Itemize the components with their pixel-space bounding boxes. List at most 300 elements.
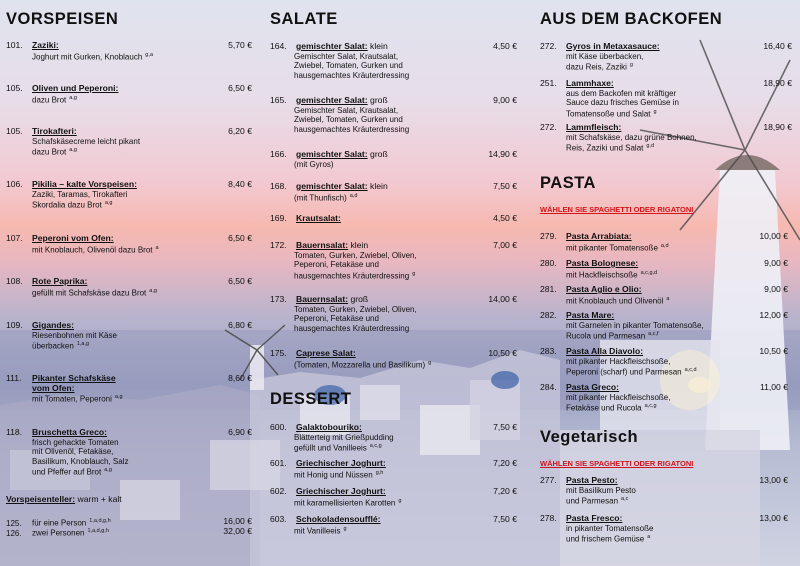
menu-item-description: Gemischter Salat, Krautsalat,: [294, 51, 399, 61]
menu-item: [6, 374, 252, 404]
teller-row-desc: für eine Person: [32, 518, 87, 528]
menu-item-description: Reis, Zaziki und Salat $^{g,d}$: [566, 143, 655, 153]
menu-item-number: 105.: [6, 126, 23, 136]
menu-item-description: gefüllt und Vanilleeis $^{a,c,g}$: [294, 443, 382, 453]
menu-item-header: [270, 42, 517, 52]
menu-item: [6, 234, 252, 255]
menu-item-number: 165.: [270, 95, 287, 105]
menu-item-name: Griechischer Joghurt:: [296, 486, 386, 496]
menu-item-title: [540, 259, 638, 269]
menu-item-description: mit pikanter Hackfleischsoße,: [566, 356, 671, 366]
menu-item: [270, 96, 517, 134]
menu-item-name: Pasta Greco:: [566, 382, 620, 392]
menu-item: [270, 515, 517, 536]
menu-item-number: 603.: [270, 514, 287, 524]
menu-item-title: [270, 423, 362, 433]
allergen-codes: a,d: [349, 192, 358, 199]
teller-row-price: 16,00 €: [223, 516, 252, 526]
menu-item-description: mit pikanter Hackfleischsoße,: [566, 392, 671, 402]
menu-item-title: [540, 383, 619, 393]
menu-item-name: gemischter Salat:: [296, 149, 368, 159]
menu-item-description: Zwiebel, Tomaten, Gurken und: [294, 61, 403, 70]
menu-item-description: mit Honig und Nüssen $^{g,h}$: [294, 469, 384, 480]
menu-item-header: [540, 79, 792, 89]
menu-item-header: [270, 96, 517, 106]
allergen-codes: g: [428, 359, 432, 366]
menu-item-title: [540, 232, 632, 242]
menu-item-title: [6, 277, 87, 287]
menu-item-header: [6, 127, 252, 137]
menu-item: [6, 127, 252, 157]
teller-row-inner: [6, 527, 252, 538]
menu-item-header: [270, 349, 517, 359]
menu-item-number: 281.: [540, 284, 557, 294]
menu-item-description: Schafskäsecreme leicht pikant: [32, 136, 141, 146]
menu-item-price: 10,00 €: [759, 231, 788, 241]
menu-item-size: klein: [367, 41, 388, 51]
menu-item-description: Tomaten, Gurken, Zwiebel, Oliven,: [294, 250, 417, 260]
menu-item-description: aus dem Backofen mit kräftiger: [566, 88, 677, 98]
allergen-codes: a: [647, 534, 651, 540]
menu-item-price: 4,50 €: [493, 41, 517, 51]
menu-item-name: Pasta Bolognese:: [566, 258, 639, 268]
menu-item-header: [6, 234, 252, 244]
menu-item: [6, 428, 252, 477]
menu-item-title: [6, 321, 74, 331]
vegetarisch-note: WÄHLEN SIE SPAGHETTI ODER RIGATONI: [540, 459, 694, 468]
menu-item-description: Blätterteig mit Grießpudding: [294, 432, 394, 442]
menu-item-description: Basilikum, Knoblauch, Salz: [32, 456, 129, 466]
menu-item-name: Pasta Mare:: [566, 310, 615, 320]
menu-item-description: und Parmesan $^{a,c}$: [566, 496, 629, 506]
menu-item-price: 10,50 €: [488, 348, 517, 358]
menu-item-price: 8,60 €: [228, 373, 252, 383]
menu-item-name: Gigandes:: [32, 320, 75, 330]
menu-item-number: 272.: [540, 41, 557, 51]
menu-item-name: Pasta Alla Diavolo:: [566, 346, 644, 356]
menu-item-header: [270, 214, 517, 224]
menu-item-header: [270, 295, 517, 305]
menu-item-number: 282.: [540, 310, 557, 320]
menu-item-name-line2: [6, 384, 252, 394]
menu-item-header: [270, 515, 517, 525]
menu-item-description: hausgemachtes Kräuterdressing: [294, 70, 410, 80]
menu-item-description: mit Schafskäse, dazu grüne Bohnen,: [566, 132, 697, 142]
menu-item-name: gemischter Salat:: [296, 181, 368, 191]
menu-item: [540, 311, 788, 341]
menu-item-description: Gemischter Salat, Krautsalat,: [294, 105, 399, 115]
menu-item-description: (Tomaten, Mozzarella und Basilikum) $^g$: [294, 359, 432, 370]
menu-item-header: [540, 42, 792, 52]
allergen-codes: g: [343, 525, 347, 532]
column-backofen-pasta: [535, 0, 798, 566]
menu-item-number: 277.: [540, 475, 557, 485]
allergen-codes: g: [398, 497, 402, 504]
section-title-dessert: DESSERT: [270, 390, 352, 408]
allergen-codes: a,g: [104, 467, 112, 473]
menu-item-price: 7,50 €: [493, 514, 517, 524]
menu-item-title: [270, 459, 386, 469]
allergen-codes: a: [155, 244, 159, 251]
menu-item-header: [540, 347, 788, 357]
menu-item: [270, 459, 517, 480]
menu-item-description: Skordalia dazu Brot $^{a,g}$: [32, 200, 113, 210]
section-title-backofen: AUS DEM BACKOFEN: [540, 10, 723, 28]
menu-item-title: [540, 285, 642, 295]
allergen-codes: a,g: [69, 147, 77, 153]
menu-item-name: Oliven und Peperoni:: [32, 83, 119, 93]
menu-item-header: [540, 383, 788, 393]
menu-item: [6, 41, 252, 62]
vorspeisenteller-suffix: warm + kalt: [75, 494, 122, 504]
menu-item-header: [6, 277, 252, 287]
menu-item-number: 166.: [270, 149, 287, 159]
menu-item: [540, 79, 792, 119]
menu-item-price: 18,90 €: [763, 122, 792, 132]
menu-item-number: 105.: [6, 83, 23, 93]
allergen-codes: a,g: [104, 200, 113, 206]
menu-item-number: 109.: [6, 320, 23, 330]
menu-item-description: hausgemachtes Kräuterdressing: [294, 124, 410, 134]
allergen-codes: g,a: [145, 51, 153, 58]
menu-item-header: [540, 514, 788, 524]
menu-item-description: mit Knoblauch, Olivenöl dazu Brot $^a$: [32, 244, 159, 255]
menu-item-price: 6,50 €: [228, 276, 252, 286]
menu-item-description: hausgemachtes Kräuterdressing $^g$: [294, 270, 416, 281]
menu-item-name: Krautsalat:: [296, 213, 341, 223]
menu-item-title: [6, 428, 107, 438]
allergen-codes: a,c,g,d: [640, 269, 658, 276]
menu-item-description: dazu Reis, Zaziki $^g$: [566, 62, 633, 72]
menu-item-size: groß: [348, 294, 369, 304]
allergen-codes: 1,a,d,g,h: [89, 518, 111, 524]
section-title-vorspeisen: VORSPEISEN: [6, 10, 119, 28]
menu-item-description: mit Knoblauch und Olivenöl $^a$: [566, 295, 670, 306]
menu-item: [540, 285, 788, 306]
menu-item-name: Pasta Fresco:: [566, 513, 623, 523]
menu-item-price: 13,00 €: [759, 513, 788, 523]
menu-item-name: Griechischer Joghurt:: [296, 458, 386, 468]
menu-item-description: mit Tomaten, Peperoni $^{a,g}$: [32, 394, 123, 404]
menu-item-description: mit karamellisierten Karotten $^g$: [294, 497, 402, 508]
menu-item-header: [270, 241, 517, 251]
menu-item-header: [540, 476, 788, 486]
teller-row-label: [6, 527, 109, 538]
menu-item-size: groß: [367, 95, 388, 105]
menu-item-size: klein: [367, 181, 388, 191]
menu-item-description: Tomatensoße und Salat $^g$: [566, 108, 657, 119]
menu-item-number: 168.: [270, 181, 287, 191]
menu-item-description: und Pfeffer auf Brot $^{a,g}$: [32, 467, 112, 477]
section-title-salate: SALATE: [270, 10, 338, 28]
menu-item: [6, 321, 252, 351]
menu-item-number: 272.: [540, 122, 557, 132]
menu-item-title: [6, 127, 77, 137]
menu-item-number: 173.: [270, 294, 287, 304]
menu-item-price: 18,90 €: [763, 78, 792, 88]
menu-item: [270, 487, 517, 508]
allergen-codes: a,g: [114, 394, 123, 400]
menu-item-description: mit Käse überbacken,: [566, 51, 644, 61]
menu-item: [540, 476, 788, 506]
menu-item-description: Riesenbohnen mit Käse: [32, 330, 117, 340]
menu-item-name: Pasta Arrabiata:: [566, 231, 632, 241]
allergen-codes: g,h: [375, 469, 384, 476]
allergen-codes: g: [629, 62, 633, 68]
teller-row-desc: zwei Personen: [32, 528, 85, 538]
menu-item-name: gemischter Salat:: [296, 41, 368, 51]
menu-item-number: 118.: [6, 427, 23, 437]
menu-item: [540, 123, 792, 153]
menu-item-description: mit pikanter Tomatensoße $^{a,d}$: [566, 242, 669, 253]
menu-item-description: Fetakäse und Rucola $^{a,c,g}$: [566, 403, 657, 413]
menu-item-price: 16,40 €: [763, 41, 792, 51]
menu-item-price: 7,50 €: [493, 181, 517, 191]
menu-item-price: 7,20 €: [493, 458, 517, 468]
menu-item-number: 107.: [6, 233, 23, 243]
menu-item-number: 101.: [6, 40, 23, 50]
menu-item-description: Sauce dazu frisches Gemüse in: [566, 98, 679, 107]
teller-row: [6, 527, 252, 538]
menu-item-price: 8,40 €: [228, 179, 252, 189]
column-salate-dessert: [268, 0, 523, 566]
menu-item-name: Tirokafteri:: [32, 126, 77, 136]
menu-item-header: [270, 459, 517, 469]
menu-item-title: [270, 182, 388, 192]
menu-item-title: [540, 514, 622, 524]
menu-item: [270, 423, 517, 453]
menu-item-description: mit Hackfleischsoße $^{a,c,g,d}$: [566, 269, 658, 280]
menu-item-header: [540, 232, 788, 242]
menu-item-size: groß: [367, 149, 388, 159]
menu-item-number: 106.: [6, 179, 23, 189]
menu-item-description: (mit Thunfisch) $^{a,d}$: [294, 192, 358, 203]
teller-row-number: 126.: [6, 528, 22, 538]
menu-item-price: 6,80 €: [228, 320, 252, 330]
menu-item-number: 602.: [270, 486, 287, 496]
menu-item: [6, 277, 252, 298]
menu-item-number: 280.: [540, 258, 557, 268]
menu-item-name: Peperoni vom Ofen:: [32, 233, 114, 243]
menu-item-title: [540, 123, 621, 133]
section-title-vegetarisch: Vegetarisch: [540, 428, 639, 446]
allergen-codes: g,d: [646, 143, 655, 149]
menu-item-description: Rucola und Parmesan $^{a,c,f}$: [566, 331, 659, 341]
menu-item-title: [270, 150, 388, 160]
menu-item: [270, 42, 517, 80]
menu-item-number: 279.: [540, 231, 557, 241]
menu-item-name: Zaziki:: [32, 40, 59, 50]
menu-item-description: und frischem Gemüse $^a$: [566, 534, 651, 544]
menu-item-price: 14,00 €: [488, 294, 517, 304]
menu-item-description: mit Olivenöl, Fetakäse,: [32, 447, 114, 456]
menu-item-number: 175.: [270, 348, 287, 358]
menu-item-description: überbacken $^{1,a,g}$: [32, 341, 90, 351]
menu-item-price: 6,90 €: [228, 427, 252, 437]
menu-item-number: 278.: [540, 513, 557, 523]
menu-item-number: 251.: [540, 78, 557, 88]
menu-item-description: hausgemachtes Kräuterdressing: [294, 323, 410, 333]
menu-item-description: mit Vanilleeis $^g$: [294, 525, 347, 536]
menu-item: [540, 514, 788, 544]
menu-item-price: 6,20 €: [228, 126, 252, 136]
menu-item-title: [270, 295, 368, 305]
menu-item: [270, 214, 517, 224]
menu-item-price: 12,00 €: [759, 310, 788, 320]
menu-item: [540, 232, 788, 253]
menu-item-description: frisch gehackte Tomaten: [32, 437, 119, 447]
menu-item-description: Tomaten, Gurken, Zwiebel, Oliven,: [294, 304, 417, 314]
menu-item-number: 111.: [6, 373, 22, 383]
menu-item: [6, 84, 252, 105]
menu-item-description: gefüllt mit Schafskäse dazu Brot $^{a,g}$: [32, 287, 157, 298]
menu-item-price: 10,50 €: [759, 346, 788, 356]
menu-item-header: [270, 487, 517, 497]
menu-item-header: [540, 311, 788, 321]
menu-item-price: 9,00 €: [764, 284, 788, 294]
menu-item-number: 169.: [270, 213, 287, 223]
menu-item: [6, 180, 252, 210]
allergen-codes: a,c: [621, 496, 629, 502]
menu-item-price: 7,20 €: [493, 486, 517, 496]
menu-item-title: [6, 41, 59, 51]
menu-item-name: Bauernsalat:: [296, 294, 349, 304]
menu-item-header: [6, 321, 252, 331]
menu-item-name: Pikanter Schafskäse: [32, 373, 116, 383]
menu-item-description: dazu Brot $^{a,g}$: [32, 94, 77, 105]
pasta-note: WÄHLEN SIE SPAGHETTI ODER RIGATONI: [540, 205, 694, 214]
menu-item: [540, 383, 788, 413]
menu-item-description: Zaziki, Taramas, Tirokafteri: [32, 189, 128, 199]
menu-item-name: Pikilia – kalte Vorspeisen:: [32, 179, 137, 189]
menu-item-header: [6, 428, 252, 438]
menu-item-description: Peperoni (scharf) und Parmesan $^{a,c,d}$: [566, 367, 697, 377]
menu-item: [540, 347, 788, 377]
menu-item: [270, 182, 517, 203]
section-title-pasta: PASTA: [540, 174, 596, 192]
menu-item-name: Lammhaxe:: [566, 78, 614, 88]
menu-item: [270, 150, 517, 169]
menu-item-header: [540, 259, 788, 269]
menu-item-title: [270, 241, 368, 251]
allergen-codes: a,c,f: [648, 331, 659, 337]
menu-item-title: [270, 96, 388, 106]
allergen-codes: a,g: [149, 287, 157, 294]
menu-item-title: [6, 234, 114, 244]
menu-item: [540, 42, 792, 72]
menu-item-title: [540, 476, 618, 486]
vorspeisenteller-label: Vorspeisenteller:: [6, 494, 76, 504]
menu-item-title: [270, 515, 381, 525]
menu-item-header: [270, 150, 517, 160]
menu-item-number: 283.: [540, 346, 557, 356]
allergen-codes: a,g: [69, 94, 77, 101]
menu-item-description: Zwiebel, Tomaten, Gurken und: [294, 115, 403, 124]
menu-item-header: [6, 41, 252, 51]
menu-item-description: (mit Gyros): [294, 159, 334, 169]
menu-item: [270, 295, 517, 333]
menu-item-name: Lammfleisch:: [566, 122, 622, 132]
menu-item-description: dazu Brot $^{a,g}$: [32, 147, 77, 157]
menu-item-name: gemischter Salat:: [296, 95, 368, 105]
menu-item-name: Bauernsalat:: [296, 240, 349, 250]
menu-item-number: 284.: [540, 382, 557, 392]
menu-item-number: 601.: [270, 458, 287, 468]
menu-item-header: [540, 123, 792, 133]
menu-item-price: 4,50 €: [493, 213, 517, 223]
menu-item-name: Galaktobouriko:: [296, 422, 362, 432]
menu-item-name: Schokoladensoufflé:: [296, 514, 381, 524]
menu-item-header: [270, 182, 517, 192]
allergen-codes: a,c,g: [369, 443, 382, 449]
menu-item-number: 172.: [270, 240, 287, 250]
menu-item-description: mit Basilikum Pesto: [566, 485, 636, 495]
menu-item-price: 7,00 €: [493, 240, 517, 250]
menu-item-description: Joghurt mit Gurken, Knoblauch $^{g,a}$: [32, 51, 153, 62]
menu-item-title: [540, 311, 614, 321]
allergen-codes: 1,a,d,g,h: [87, 528, 109, 534]
menu-item-title: [540, 347, 643, 357]
menu-item-price: 6,50 €: [228, 83, 252, 93]
menu-item-description: mit Garnelen in pikanter Tomatensoße,: [566, 320, 704, 330]
menu-item-header: [270, 423, 517, 433]
allergen-codes: 1,a,g: [76, 341, 90, 347]
menu-item-description: Peperoni, Fetakäse und: [294, 260, 379, 269]
menu-item-price: 14,90 €: [488, 149, 517, 159]
menu-item-title: [270, 487, 386, 497]
menu-item-title: [270, 42, 388, 52]
menu-item-title: [270, 349, 356, 359]
menu-item-header: [6, 84, 252, 94]
allergen-codes: a: [666, 295, 670, 302]
menu-item-price: 13,00 €: [759, 475, 788, 485]
column-vorspeisen: [0, 0, 258, 566]
allergen-codes: g: [653, 108, 657, 115]
menu-item: [270, 241, 517, 281]
menu-item-name: Gyros in Metaxasauce:: [566, 41, 660, 51]
allergen-codes: a,d: [660, 242, 669, 249]
menu-item: [540, 259, 788, 280]
menu-item-title: [540, 79, 614, 89]
menu-item-name-2: vom Ofen:: [32, 382, 75, 393]
allergen-codes: a,c,g: [644, 403, 657, 409]
menu-item-name: Caprese Salat:: [296, 348, 356, 358]
menu-item-number: 164.: [270, 41, 287, 51]
menu-item-price: 5,70 €: [228, 40, 252, 50]
menu-item-header: [540, 285, 788, 295]
menu-item-price: 9,00 €: [764, 258, 788, 268]
menu-item-price: 6,50 €: [228, 233, 252, 243]
allergen-codes: a,c,d: [684, 367, 697, 373]
menu-item-description: in pikanter Tomatensoße: [566, 523, 654, 533]
menu-item-name: Rote Paprika:: [32, 276, 88, 286]
menu-item-price: 7,50 €: [493, 422, 517, 432]
menu-item-number: 108.: [6, 276, 23, 286]
allergen-codes: g: [412, 270, 416, 277]
menu-item-price: 11,00 €: [759, 382, 788, 392]
vorspeisenteller: [6, 495, 252, 505]
menu-item-title: [6, 84, 118, 94]
teller-row-number: 125.: [6, 518, 22, 528]
menu-item-header: [6, 180, 252, 190]
menu-item-description: Peperoni, Fetakäse und: [294, 314, 379, 323]
menu-item-name: Pasta Pesto:: [566, 475, 618, 485]
menu-item-price: 9,00 €: [493, 95, 517, 105]
menu-item-number: 600.: [270, 422, 287, 432]
menu-item-title: [270, 214, 341, 224]
menu-item: [270, 349, 517, 370]
menu-item-title: [540, 42, 660, 52]
